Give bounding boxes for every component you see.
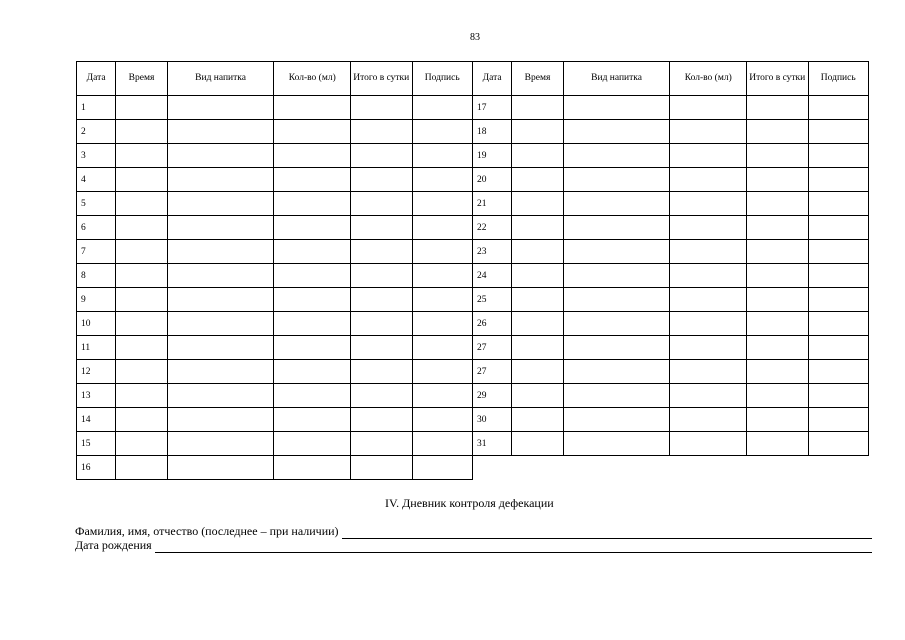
entry-cell[interactable] <box>747 360 808 384</box>
entry-cell[interactable] <box>670 96 747 120</box>
entry-cell[interactable] <box>563 144 670 168</box>
column-header: Подпись <box>412 62 473 96</box>
entry-cell[interactable] <box>274 360 351 384</box>
entry-cell[interactable] <box>274 288 351 312</box>
entry-cell[interactable] <box>670 216 747 240</box>
day-number-cell: 26 <box>473 312 512 336</box>
table-row <box>473 288 869 312</box>
day-number-cell: 23 <box>473 240 512 264</box>
table-row <box>473 336 869 360</box>
entry-cell[interactable] <box>412 120 473 144</box>
day-number-cell: 18 <box>473 120 512 144</box>
entry-cell[interactable] <box>670 432 747 456</box>
entry-cell[interactable] <box>512 96 563 120</box>
entry-cell[interactable] <box>116 336 167 360</box>
fluid-intake-table-right <box>472 61 869 456</box>
entry-cell[interactable] <box>512 384 563 408</box>
entry-cell[interactable] <box>808 360 869 384</box>
entry-cell[interactable] <box>116 408 167 432</box>
entry-cell[interactable] <box>274 456 351 480</box>
column-header: Вид напитка <box>167 62 274 96</box>
fio-line <box>75 524 872 539</box>
day-number-cell: 1 <box>77 96 116 120</box>
entry-cell[interactable] <box>351 240 412 264</box>
table-row <box>473 96 869 120</box>
entry-cell[interactable] <box>116 360 167 384</box>
table-header-row <box>77 62 473 96</box>
entry-cell[interactable] <box>351 144 412 168</box>
entry-cell[interactable] <box>808 168 869 192</box>
entry-cell[interactable] <box>167 168 274 192</box>
entry-cell[interactable] <box>167 96 274 120</box>
entry-cell[interactable] <box>274 120 351 144</box>
entry-cell[interactable] <box>670 408 747 432</box>
day-number-cell: 29 <box>473 384 512 408</box>
entry-cell[interactable] <box>747 312 808 336</box>
entry-cell[interactable] <box>747 168 808 192</box>
column-header: Кол-во (мл) <box>670 62 747 96</box>
table-row <box>473 216 869 240</box>
table-row <box>77 432 473 456</box>
entry-cell[interactable] <box>808 408 869 432</box>
day-number-cell: 19 <box>473 144 512 168</box>
day-number-cell: 2 <box>77 120 116 144</box>
entry-cell[interactable] <box>412 168 473 192</box>
entry-cell[interactable] <box>351 216 412 240</box>
entry-cell[interactable] <box>747 336 808 360</box>
day-number-cell: 30 <box>473 408 512 432</box>
entry-cell[interactable] <box>412 432 473 456</box>
entry-cell[interactable] <box>274 192 351 216</box>
entry-cell[interactable] <box>512 264 563 288</box>
entry-cell[interactable] <box>412 240 473 264</box>
entry-cell[interactable] <box>412 216 473 240</box>
entry-cell[interactable] <box>512 216 563 240</box>
entry-cell[interactable] <box>116 312 167 336</box>
entry-cell[interactable] <box>412 264 473 288</box>
entry-cell[interactable] <box>512 408 563 432</box>
table-row <box>473 120 869 144</box>
day-number-cell: 20 <box>473 168 512 192</box>
entry-cell[interactable] <box>747 96 808 120</box>
entry-cell[interactable] <box>412 456 473 480</box>
entry-cell[interactable] <box>116 168 167 192</box>
entry-cell[interactable] <box>670 312 747 336</box>
entry-cell[interactable] <box>563 360 670 384</box>
day-number-cell: 24 <box>473 264 512 288</box>
entry-cell[interactable] <box>351 120 412 144</box>
day-number-cell: 3 <box>77 144 116 168</box>
entry-cell[interactable] <box>747 240 808 264</box>
day-number-cell: 6 <box>77 216 116 240</box>
entry-cell[interactable] <box>412 384 473 408</box>
table-row <box>473 360 869 384</box>
day-number-cell: 13 <box>77 384 116 408</box>
day-number-cell: 25 <box>473 288 512 312</box>
entry-cell[interactable] <box>351 384 412 408</box>
entry-cell[interactable] <box>808 288 869 312</box>
entry-cell[interactable] <box>563 312 670 336</box>
table-row <box>77 168 473 192</box>
entry-cell[interactable] <box>351 312 412 336</box>
column-header: Кол-во (мл) <box>274 62 351 96</box>
entry-cell[interactable] <box>808 264 869 288</box>
table-row <box>77 192 473 216</box>
entry-cell[interactable] <box>563 120 670 144</box>
entry-cell[interactable] <box>412 96 473 120</box>
entry-cell[interactable] <box>167 264 274 288</box>
column-header: Дата <box>473 62 512 96</box>
entry-cell[interactable] <box>351 432 412 456</box>
table-header-row <box>473 62 869 96</box>
entry-cell[interactable] <box>351 456 412 480</box>
entry-cell[interactable] <box>274 96 351 120</box>
entry-cell[interactable] <box>563 432 670 456</box>
table-row <box>77 408 473 432</box>
entry-cell[interactable] <box>116 240 167 264</box>
day-number-cell: 27 <box>473 336 512 360</box>
entry-cell[interactable] <box>670 144 747 168</box>
entry-cell[interactable] <box>670 360 747 384</box>
entry-cell[interactable] <box>808 144 869 168</box>
entry-cell[interactable] <box>351 408 412 432</box>
entry-cell[interactable] <box>116 264 167 288</box>
table-row <box>77 456 473 480</box>
entry-cell[interactable] <box>412 360 473 384</box>
entry-cell[interactable] <box>274 144 351 168</box>
table-row <box>77 96 473 120</box>
table-row <box>473 240 869 264</box>
entry-cell[interactable] <box>274 216 351 240</box>
dob-blank-long[interactable] <box>217 541 872 553</box>
fluid-intake-table-left <box>76 61 473 480</box>
entry-cell[interactable] <box>670 240 747 264</box>
entry-cell[interactable] <box>116 432 167 456</box>
entry-cell[interactable] <box>512 360 563 384</box>
entry-cell[interactable] <box>167 360 274 384</box>
entry-cell[interactable] <box>808 432 869 456</box>
entry-cell[interactable] <box>167 408 274 432</box>
table-row <box>473 264 869 288</box>
section-title: IV. Дневник контроля дефекации <box>385 496 554 510</box>
entry-cell[interactable] <box>274 336 351 360</box>
entry-cell[interactable] <box>808 240 869 264</box>
entry-cell[interactable] <box>670 264 747 288</box>
entry-cell[interactable] <box>747 216 808 240</box>
dob-line <box>75 538 872 553</box>
table-row <box>473 384 869 408</box>
entry-cell[interactable] <box>274 384 351 408</box>
page-number: 83 <box>470 32 480 43</box>
table-row <box>473 432 869 456</box>
entry-cell[interactable] <box>412 408 473 432</box>
entry-cell[interactable] <box>116 216 167 240</box>
entry-cell[interactable] <box>116 288 167 312</box>
column-header: Вид напитка <box>563 62 670 96</box>
entry-cell[interactable] <box>116 384 167 408</box>
column-header: Итого в сутки <box>747 62 808 96</box>
entry-cell[interactable] <box>274 432 351 456</box>
table-row <box>473 312 869 336</box>
entry-cell[interactable] <box>563 192 670 216</box>
table-row <box>473 192 869 216</box>
entry-cell[interactable] <box>412 312 473 336</box>
entry-cell[interactable] <box>512 336 563 360</box>
entry-cell[interactable] <box>808 216 869 240</box>
dob-label: Дата рождения <box>75 538 152 552</box>
entry-cell[interactable] <box>512 192 563 216</box>
table-row <box>77 240 473 264</box>
entry-cell[interactable] <box>563 384 670 408</box>
entry-cell[interactable] <box>563 336 670 360</box>
day-number-cell: 5 <box>77 192 116 216</box>
table-row <box>77 384 473 408</box>
table-row <box>77 312 473 336</box>
entry-cell[interactable] <box>167 456 274 480</box>
entry-cell[interactable] <box>351 168 412 192</box>
entry-cell[interactable] <box>412 288 473 312</box>
column-header: Итого в сутки <box>351 62 412 96</box>
entry-cell[interactable] <box>274 240 351 264</box>
entry-cell[interactable] <box>670 288 747 312</box>
entry-cell[interactable] <box>747 192 808 216</box>
entry-cell[interactable] <box>167 144 274 168</box>
table-row <box>473 144 869 168</box>
entry-cell[interactable] <box>116 192 167 216</box>
entry-cell[interactable] <box>563 288 670 312</box>
table-row <box>77 288 473 312</box>
table-row <box>77 360 473 384</box>
day-number-cell: 22 <box>473 216 512 240</box>
entry-cell[interactable] <box>274 168 351 192</box>
entry-cell[interactable] <box>747 384 808 408</box>
day-number-cell: 15 <box>77 432 116 456</box>
entry-cell[interactable] <box>563 216 670 240</box>
column-header: Подпись <box>808 62 869 96</box>
table-row <box>77 120 473 144</box>
entry-cell[interactable] <box>512 432 563 456</box>
entry-cell[interactable] <box>512 120 563 144</box>
entry-cell[interactable] <box>512 168 563 192</box>
entry-cell[interactable] <box>808 96 869 120</box>
entry-cell[interactable] <box>167 288 274 312</box>
day-number-cell: 16 <box>77 456 116 480</box>
day-number-cell: 4 <box>77 168 116 192</box>
entry-cell[interactable] <box>808 312 869 336</box>
entry-cell[interactable] <box>670 336 747 360</box>
table-row <box>77 144 473 168</box>
column-header: Время <box>512 62 563 96</box>
entry-cell[interactable] <box>563 264 670 288</box>
entry-cell[interactable] <box>412 336 473 360</box>
entry-cell[interactable] <box>563 168 670 192</box>
entry-cell[interactable] <box>274 408 351 432</box>
entry-cell[interactable] <box>747 120 808 144</box>
column-header: Дата <box>77 62 116 96</box>
entry-cell[interactable] <box>808 192 869 216</box>
entry-cell[interactable] <box>167 192 274 216</box>
entry-cell[interactable] <box>563 408 670 432</box>
entry-cell[interactable] <box>351 192 412 216</box>
day-number-cell: 11 <box>77 336 116 360</box>
entry-cell[interactable] <box>563 240 670 264</box>
entry-cell[interactable] <box>116 120 167 144</box>
table-row <box>77 216 473 240</box>
entry-cell[interactable] <box>167 432 274 456</box>
fio-label: Фамилия, имя, отчество (последнее – при наличии) <box>75 524 339 538</box>
entry-cell[interactable] <box>747 408 808 432</box>
entry-cell[interactable] <box>351 336 412 360</box>
entry-cell[interactable] <box>808 120 869 144</box>
entry-cell[interactable] <box>167 240 274 264</box>
entry-cell[interactable] <box>512 288 563 312</box>
day-number-cell: 7 <box>77 240 116 264</box>
column-header: Время <box>116 62 167 96</box>
entry-cell[interactable] <box>747 432 808 456</box>
entry-cell[interactable] <box>116 456 167 480</box>
entry-cell[interactable] <box>747 264 808 288</box>
entry-cell[interactable] <box>747 144 808 168</box>
entry-cell[interactable] <box>670 192 747 216</box>
entry-cell[interactable] <box>351 360 412 384</box>
entry-cell[interactable] <box>351 264 412 288</box>
entry-cell[interactable] <box>412 192 473 216</box>
entry-cell[interactable] <box>351 288 412 312</box>
dob-blank-short[interactable] <box>155 541 217 553</box>
table-row <box>473 408 869 432</box>
entry-cell[interactable] <box>167 120 274 144</box>
table-row <box>473 168 869 192</box>
entry-cell[interactable] <box>808 384 869 408</box>
entry-cell[interactable] <box>670 168 747 192</box>
entry-cell[interactable] <box>670 120 747 144</box>
day-number-cell: 9 <box>77 288 116 312</box>
entry-cell[interactable] <box>512 144 563 168</box>
day-number-cell: 31 <box>473 432 512 456</box>
entry-cell[interactable] <box>274 264 351 288</box>
entry-cell[interactable] <box>670 384 747 408</box>
entry-cell[interactable] <box>512 312 563 336</box>
entry-cell[interactable] <box>116 96 167 120</box>
entry-cell[interactable] <box>167 384 274 408</box>
day-number-cell: 27 <box>473 360 512 384</box>
day-number-cell: 21 <box>473 192 512 216</box>
entry-cell[interactable] <box>412 144 473 168</box>
entry-cell[interactable] <box>274 312 351 336</box>
table-row <box>77 264 473 288</box>
entry-cell[interactable] <box>747 288 808 312</box>
day-number-cell: 17 <box>473 96 512 120</box>
entry-cell[interactable] <box>512 240 563 264</box>
entry-cell[interactable] <box>167 312 274 336</box>
entry-cell[interactable] <box>116 144 167 168</box>
day-number-cell: 12 <box>77 360 116 384</box>
entry-cell[interactable] <box>808 336 869 360</box>
entry-cell[interactable] <box>167 216 274 240</box>
table-row <box>77 336 473 360</box>
day-number-cell: 8 <box>77 264 116 288</box>
entry-cell[interactable] <box>167 336 274 360</box>
entry-cell[interactable] <box>351 96 412 120</box>
entry-cell[interactable] <box>563 96 670 120</box>
day-number-cell: 10 <box>77 312 116 336</box>
day-number-cell: 14 <box>77 408 116 432</box>
